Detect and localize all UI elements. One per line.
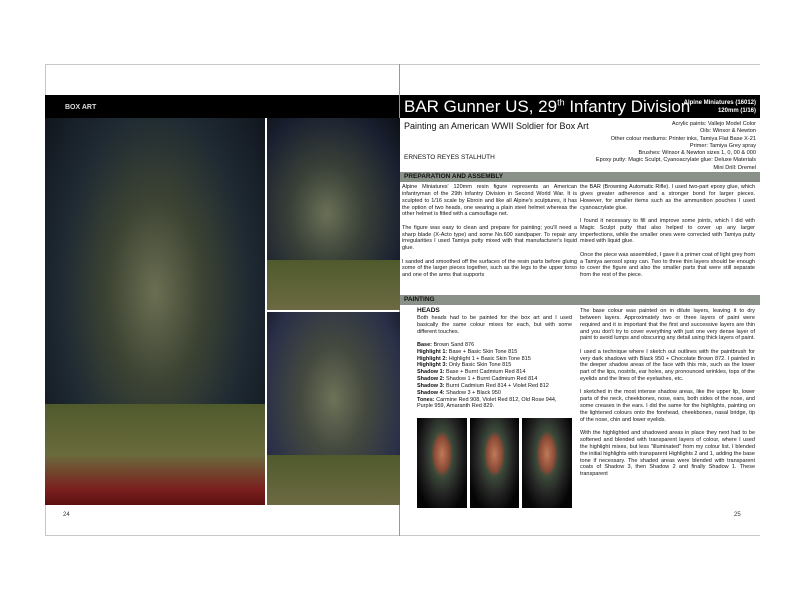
section-label: BOX ART — [65, 104, 97, 111]
head-photos — [417, 418, 572, 508]
kit-info: Alpine Miniatures (16012) 120mm (1/16) — [683, 100, 756, 114]
prep-column-right: the BAR (Browning Automatic Rifle). I used two-part epoxy glue, which gives greater adherence and a stronger bond for larger pieces. However, for smaller items such as the ammunition pouches I used cyanoacrylate glue. I found it necessary to fill and improve some joints, which I did with Magic Sculpt putty that also helped to cover up any larger imperfections, while the smaller ones were corrected with Tamiya putty mixed with liquid glue. Once the piece was assembled, I gave it a primer coat of light grey from a Tamiya aerosol spray can. Two to three thin layers should be enough to cover the figure and also the smaller parts that were still separate from the rest of the piece. — [580, 184, 755, 279]
head-photo — [417, 418, 467, 508]
figure-photo-main — [45, 118, 265, 505]
section-heading-preparation: PREPARATION AND ASSEMBLY — [400, 172, 760, 182]
head-photo — [522, 418, 572, 508]
article-subtitle: Painting an American WWII Soldier for Box Art — [404, 121, 589, 131]
figure-photo-back — [267, 312, 400, 505]
page-number-left: 24 — [63, 512, 70, 518]
materials-list: Acrylic paints: Vallejo Model Color Oils: Winsor & Newton Other colour mediums: Printer inks, Tamiya Flat Base X-21 Primer: Tamiya Grey spray Brushes: Winsor & Newton sizes 1, 0, 00 & 000 Epoxy putty: Magic Sculpt, Cyanoacrylate glue: Deluxe Materials Mini Drill: Dremel — [595, 121, 756, 171]
page-number-right: 25 — [734, 512, 741, 518]
painting-column-left: HEADS Both heads had to be painted for the box art and I used basically the same colour mixes for each, but with some different touches. Base: Brown Sand 876 Highlight 1: Base + Basic Skin Tone 815 Highlight 2: Highlight 1 + Basic Skin Tone 815 Highlight 3: Only Basic Skin Tone 815 Shadow 1: Base + Burnt Cadmium Red 814 Shadow 2: Shadow 1 + Burnt Cadmium Red 814 Shadow 3: Burnt Cadmium Red 814 + Violet Red 812 Shadow 4: Shadow 3 + Black 950 Tones: Carmine Red 908, Violet Red 812, Old Rose 944, Purple 959, Amaranth Red 829. — [417, 307, 572, 410]
prep-column-left: Alpine Miniatures' 120mm resin figure represents an American infantryman of the 29th Infantry Division in Second World War. It is sculpted to 1/16 scale by Ebroin and like all Alpine's sculptures, it has the option of two heads, one wearing a plain steel helmet whereas the other helmet is fitted with a camouflage net. The figure was easy to clean and prepare for painting; you'll need a sharp blade (X-Acto type) and some No.600 sandpaper. To repair any irregularities I used Tamiya putty mixed with that manufacturer's liquid glue. I sanded and smoothed off the surfaces of the resin parts before gluing some of the larger pieces together, such as the legs to the upper torso and one of the arms that supports — [402, 184, 577, 279]
head-photo — [470, 418, 520, 508]
painting-column-right: The base colour was painted on in dilute layers, leaving it to dry between layers. Approximately two or three layers of paint were required and it is important that the first and successive layers are thin and you don't try to cover everything with just one very dense layer of paint to avoid lumps and obscuring any detail using thick layers of paint. I used a technique where I sketch out outlines with the paintbrush for very dark shadows with Black 950 + Chocolate Brown 872. I painted in the deeper shadow areas of the face with this mix, such as the lower part of the lips, nostrils, ear holes, any pronounced wrinkles, tops of the eyelids and the lines of the eyelashes, etc. I sketched in the most intense shadow areas, like the upper lip, lower parts of the neck, cheekbones, nose, ears, both sides of the nose, and some creases in the ears. I did the same for the highlights, painting on the lightened colours onto the forehead, cheekbones, nasal bridge, tip of the nose, chin and lower eyelids. With the highlighted and shadowed areas in place they next had to be softened and blended with transparent layers of colour, where I used the highlight mixes, but less "illuminated" from my colour list. I blended the initial highlights with transparent Highlights 2 and 1, adding the base tone if necessary. The shaded areas were blended with transparent coats of Shadow 3, then Shadow 2 and finally Shadow 1. These transparent — [580, 308, 755, 478]
article-title: BAR Gunner US, 29th Infantry Division — [404, 97, 691, 116]
author-name: ERNESTO REYES STALHUTH — [404, 154, 495, 161]
figure-photo-side — [267, 118, 400, 310]
section-heading-painting: PAINTING — [400, 295, 760, 305]
